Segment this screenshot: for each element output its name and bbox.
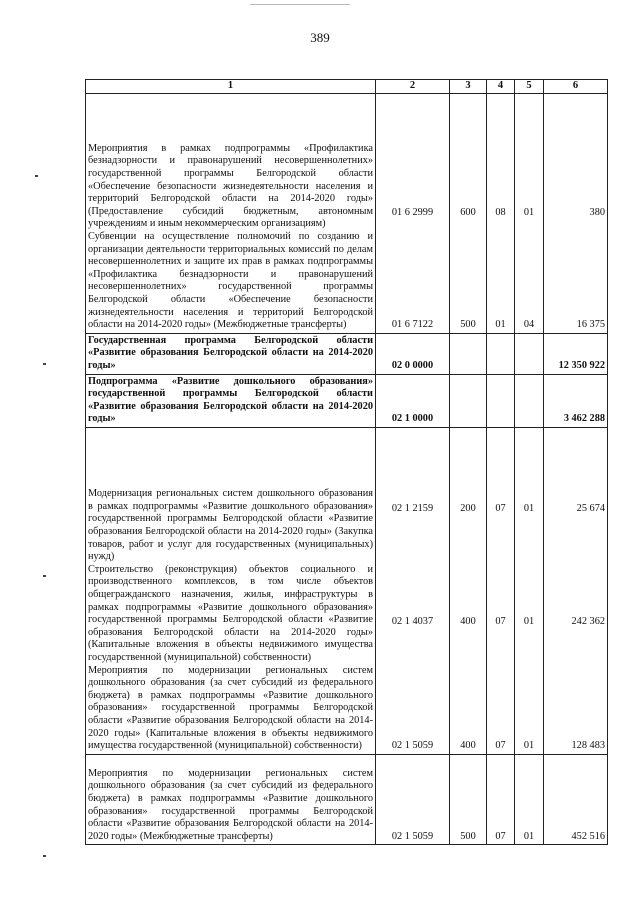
amount: 452 516: [544, 754, 608, 845]
row-description: Строительство (реконструкция) объектов социального и производственного комплексов, в том числе объектов общегражданского назначения, жилья, инфраструктуры в рамках подпрограммы «Развитие дошкольного образования» государственной программы Белгородской области «Развитие образования Белгородской области на 2014-2020 годы» (Капитальные вложения в объекты недвижимого имущества государственной (муниципальной) собственности): [88, 563, 373, 663]
row-description: Государственная программа Белгородской области «Развитие образования Белгородской области на 2014-2020 годы»: [88, 334, 373, 371]
vr-cell: [450, 427, 487, 754]
rz-cell: [487, 427, 515, 754]
table-row: [86, 333, 608, 374]
row-description: Мероприятия по модернизации региональных систем дошкольного образования (за счет субсидий из федерального бюджета) в рамках подпрограммы «Развитие дошкольного образования» государственной программы Белгородской области «Развитие образования Белгородской области на 2014-2020 годы» (Межбюджетные трансферты): [88, 767, 373, 842]
section-code: 07: [495, 615, 506, 627]
row-description: Подпрограмма «Развитие дошкольного образования» государственной программы Белгородской области «Развитие образования Белгородской области на 2014-2020 годы»: [88, 375, 373, 425]
amount: 12 350 922: [544, 333, 608, 374]
budget-table: [85, 79, 608, 845]
description-cell: [86, 333, 376, 374]
table-row: [86, 754, 608, 845]
section-code: [487, 333, 515, 374]
header-cell: 6: [544, 80, 608, 94]
amount: 128 483: [571, 740, 605, 752]
row-description: Субвенции на осуществление полномочий по созданию и организации деятельности территориальных комиссий по делам несовершеннолетних и защите их прав в рамках подпрограммы «Профилактика безнадзорности и правонарушений несовершеннолетних» государственной программы Белгородской области «Обеспечение безопасности жизнедеятельности населения и территорий Белгородской области на 2014-2020 годы» (Межбюджетные трансферты): [88, 231, 373, 331]
target-code: 02 1 4037: [391, 615, 434, 627]
header-row: [86, 80, 608, 94]
target-code: 02 0 0000: [376, 333, 450, 374]
description-cell: [86, 427, 376, 754]
section-code: 07: [495, 502, 506, 514]
subsection-code: [515, 333, 544, 374]
margin-mark: [35, 175, 38, 177]
table-row: [86, 93, 608, 333]
subsection-code: 01: [523, 502, 535, 514]
section-code: 07: [495, 740, 506, 752]
row-description: Мероприятия в рамках подпрограммы «Профилактика безнадзорности и правонарушений несовершеннолетних» государственной программы Белгородской области «Обеспечение безопасности жизнедеятельности населения и территорий Белгородской области на 2014-2020 годы» (Предоставление субсидий бюджетным, автономным учреждениям и иным некоммерческим организациям): [88, 142, 373, 230]
expense-type: 500: [450, 754, 487, 845]
expense-type: 400: [460, 740, 476, 752]
section-code: 07: [487, 754, 515, 845]
expense-type: 400: [460, 615, 476, 627]
margin-mark: [43, 855, 46, 857]
expense-type: 600: [460, 206, 476, 218]
description-cell: [86, 374, 376, 427]
header-cell: 2: [376, 80, 450, 94]
section-code: [487, 374, 515, 427]
vr-cell: [450, 93, 487, 333]
amount: 25 674: [576, 502, 605, 514]
expense-type: 500: [460, 319, 476, 331]
top-rule: [250, 4, 350, 5]
target-code: 02 1 0000: [376, 374, 450, 427]
target-code: 02 1 5059: [391, 740, 434, 752]
code-cell: [376, 93, 450, 333]
amount: 3 462 288: [544, 374, 608, 427]
subsection-code: 01: [515, 754, 544, 845]
subsection-code: 04: [523, 319, 535, 331]
page-number: 389: [310, 30, 330, 45]
amount: 380: [589, 206, 605, 218]
subsection-code: [515, 374, 544, 427]
pr-cell: [515, 93, 544, 333]
amount-cell: [544, 427, 608, 754]
subsection-code: 01: [523, 615, 535, 627]
expense-type: [450, 333, 487, 374]
margin-mark: [43, 363, 46, 365]
row-description: Мероприятия по модернизации региональных систем дошкольного образования (за счет субсидий из федерального бюджета) в рамках подпрограммы «Развитие дошкольного образования» государственной программы Белгородской области «Развитие образования Белгородской области на 2014-2020 годы» (Капитальные вложения в объекты недвижимого имущества государственной (муниципальной) собственности): [88, 664, 373, 752]
table-row: [86, 374, 608, 427]
amount-cell: [544, 93, 608, 333]
section-code: 01: [495, 319, 506, 331]
target-code: 02 1 2159: [391, 502, 434, 514]
description-cell: [86, 93, 376, 333]
header-cell: 5: [515, 80, 544, 94]
section-code: 08: [495, 206, 506, 218]
header-cell: 3: [450, 80, 487, 94]
margin-mark: [43, 575, 46, 577]
subsection-code: 01: [523, 740, 535, 752]
expense-type: [450, 374, 487, 427]
rz-cell: [487, 93, 515, 333]
header-cell: 1: [86, 80, 376, 94]
header-cell: 4: [487, 80, 515, 94]
pr-cell: [515, 427, 544, 754]
amount: 242 362: [571, 615, 605, 627]
target-code: 01 6 7122: [391, 319, 434, 331]
table-row: [86, 427, 608, 754]
subsection-code: 01: [523, 206, 535, 218]
description-cell: [86, 754, 376, 845]
row-description: Модернизация региональных систем дошкольного образования в рамках подпрограммы «Развитие дошкольного образования» государственной программы Белгородской области «Развитие образования Белгородской области на 2014-2020 годы» (Закупка товаров, работ и услуг для государственных (муниципальных) нужд): [88, 488, 373, 563]
amount: 16 375: [576, 319, 605, 331]
expense-type: 200: [460, 502, 476, 514]
target-code: 01 6 2999: [391, 206, 434, 218]
target-code: 02 1 5059: [376, 754, 450, 845]
code-cell: [376, 427, 450, 754]
